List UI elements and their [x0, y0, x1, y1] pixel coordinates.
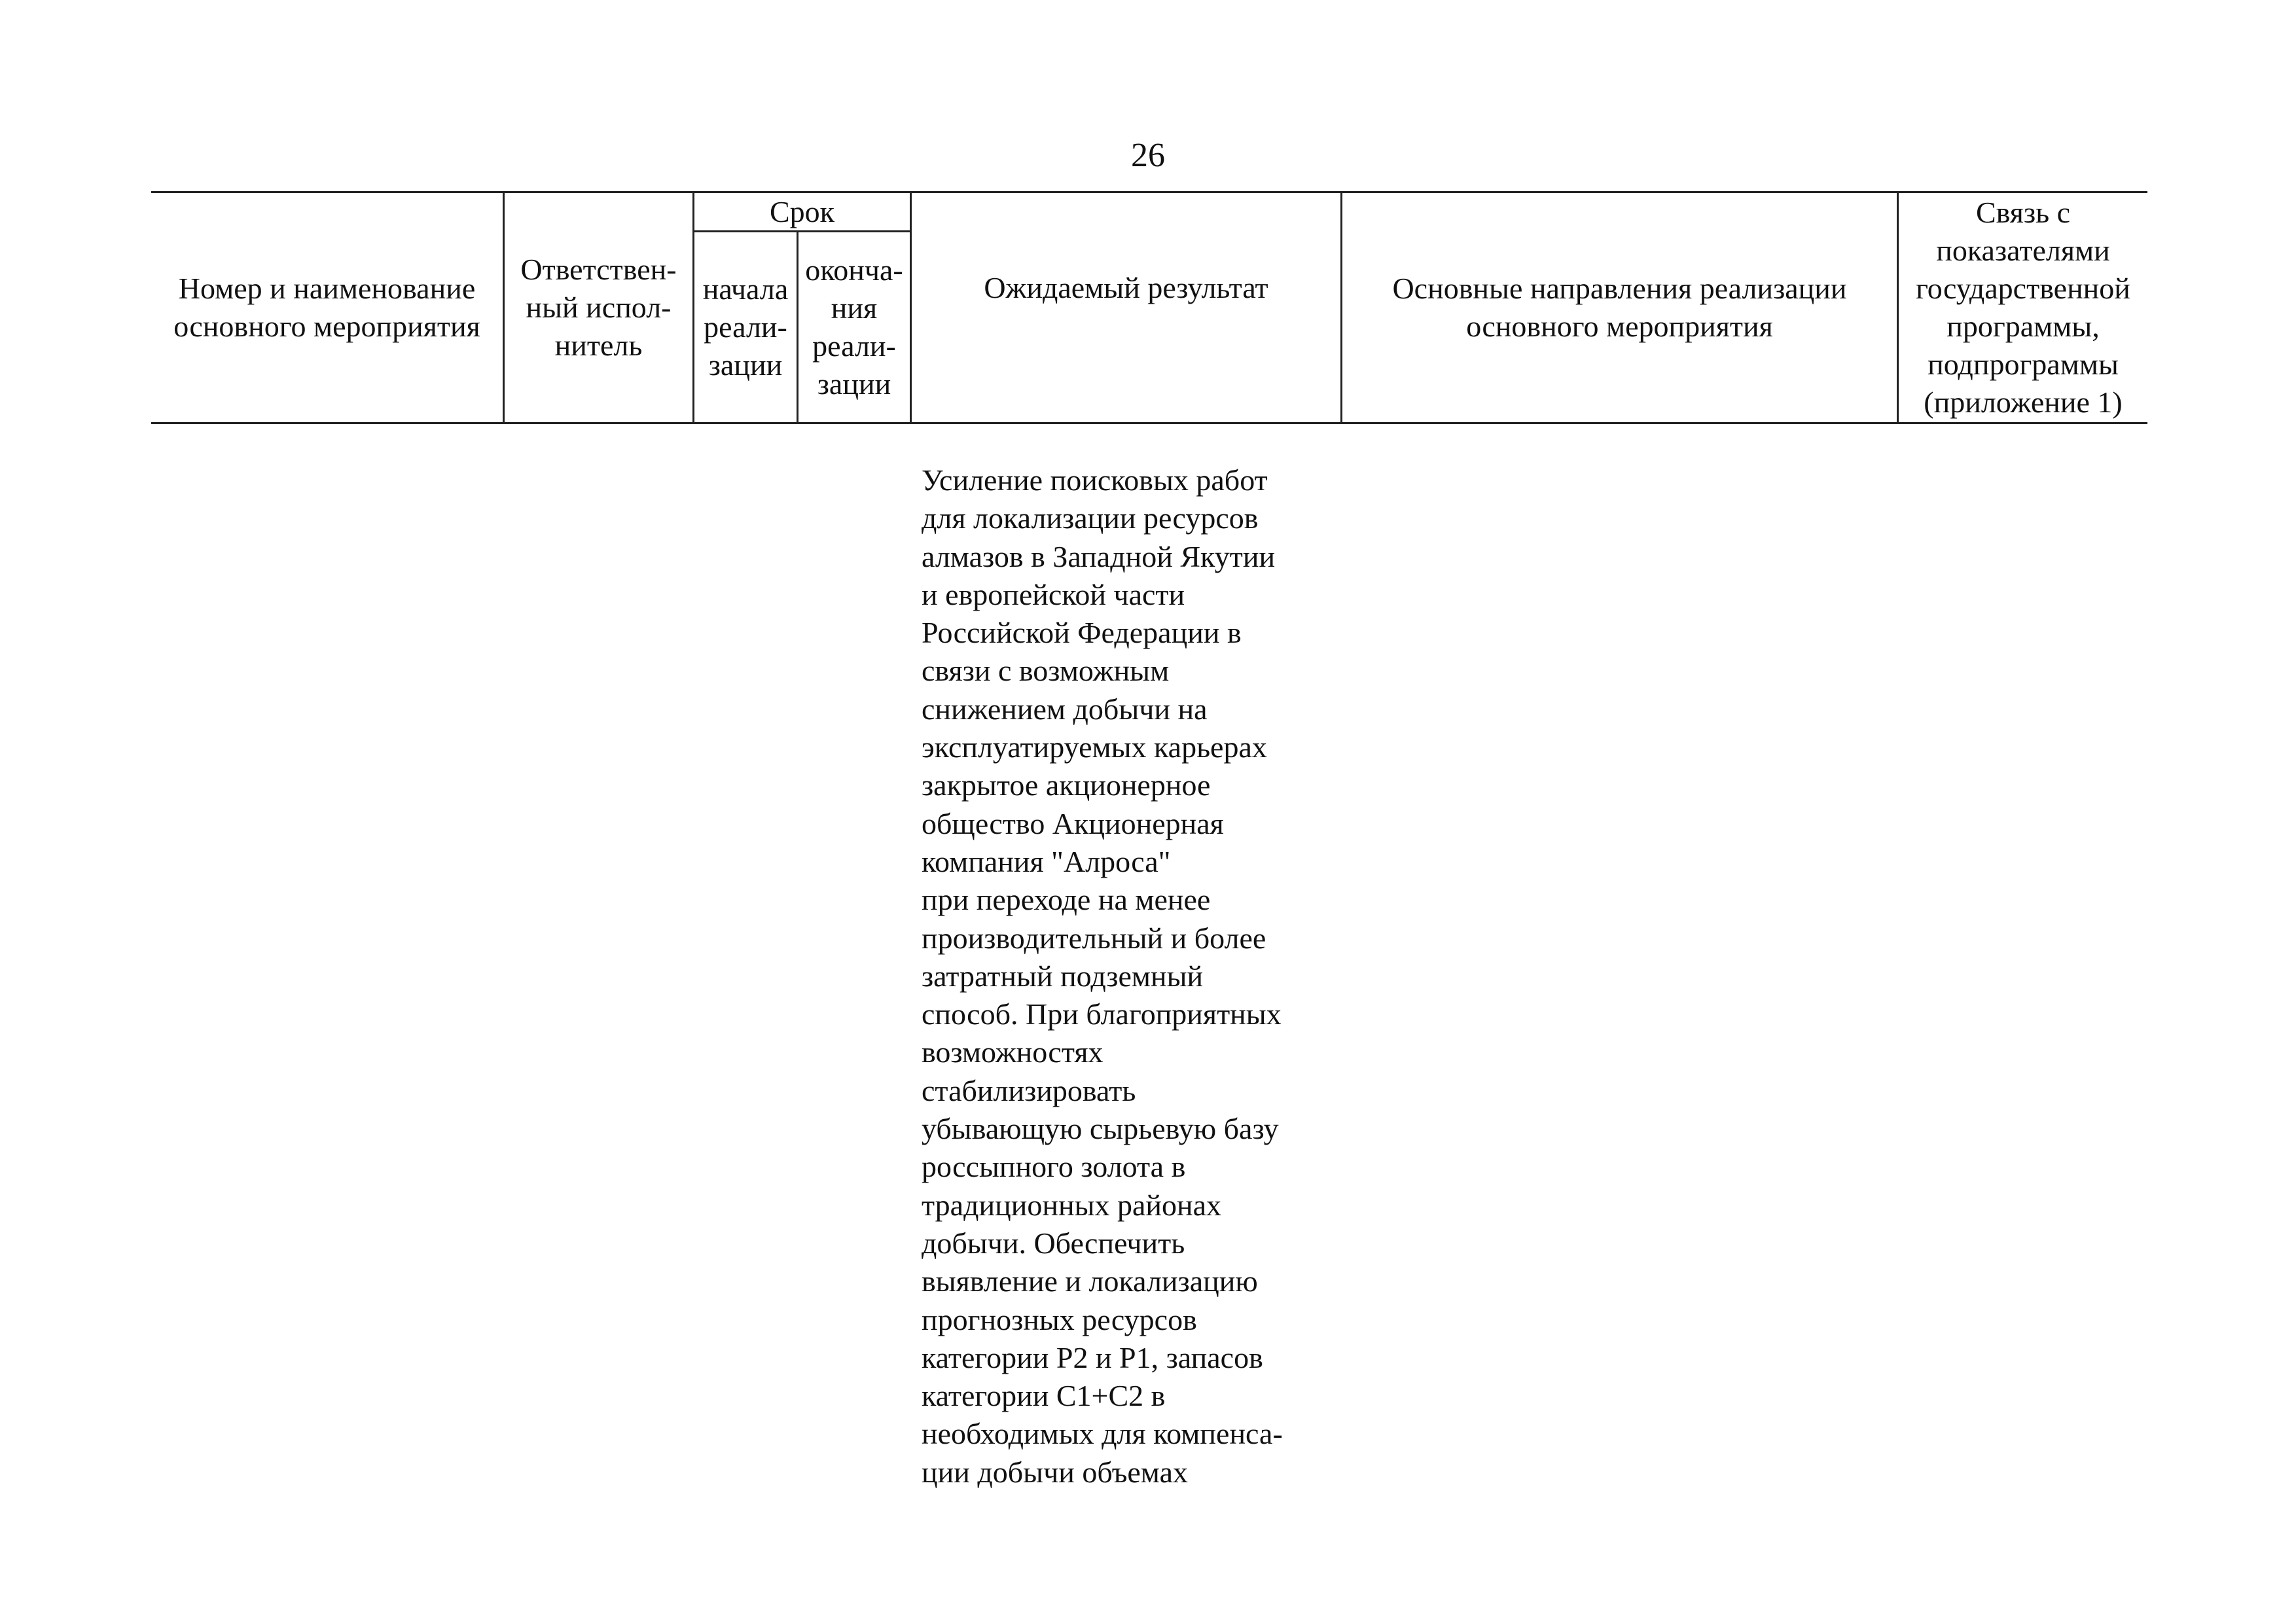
header-bottom-rule [151, 422, 2147, 424]
page-number: 26 [1131, 137, 1165, 174]
header-col-term: Срок [769, 194, 835, 228]
header-col-link: Связь с показателями государственной программы, подпрограммы (приложение 1) [1916, 196, 2130, 419]
header-col-term-end: оконча-ния реали-зации [805, 253, 903, 401]
header-col-name: Номер и наименование основного мероприятия [173, 272, 480, 343]
header-col-executor: Ответствен-ный испол-нитель [520, 253, 677, 362]
header-col-result: Ожидаемый результат [984, 271, 1268, 304]
expected-result-text: Усиление поисковых работ для локализации ресурсов алмазов в Западной Якутии и европейской части Российской Федерации в связи с возможным снижением добычи на эксплуатируемых карьерах закрытое акционерное общество Акционерная компания "Алроса" при переходе на менее производительный и более затратный подземный способ. При благоприятных возможностях стабилизировать убывающую сырьевую базу россыпного золота в традиционных районах добычи. Обеспечить выявление и локализацию прогнозных ресурсов категории Р2 и Р1, запасов категории С1+С2 в необходимых для компенса- ции добычи объемах [922, 463, 1283, 1489]
header-col-term-start: начала реали-зации [702, 272, 789, 382]
header-col-directions: Основные направления реализации основного мероприятия [1392, 272, 1847, 343]
